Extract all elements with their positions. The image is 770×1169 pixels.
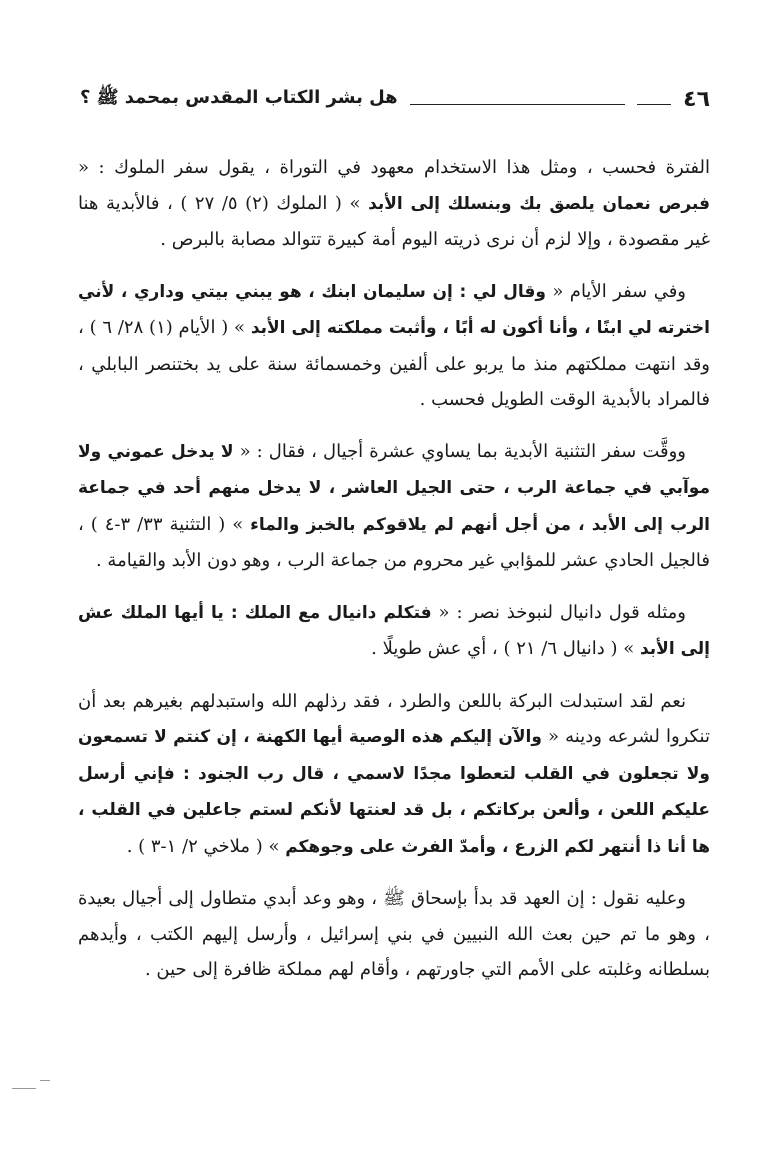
paragraph-text: نعم لقد استبدلت البركة باللعن والطرد ، فقد رذلهم الله واستبدلهم بغيرهم بعد أن تنكروا لشرعه ودينه « xyxy=(78,690,710,747)
page-number: ٤٦ xyxy=(683,86,710,112)
paragraph-text: » ( التثنية ٣٣/ ٣-٤ ) ، فالجيل الحادي عشر للمؤابي غير محروم من جماعة الرب ، وهو دون الأبد والقيامة . xyxy=(78,513,710,571)
paragraph-text: ومثله قول دانيال لنبوخذ نصر : « xyxy=(431,601,687,623)
paragraph-text: ووقَّت سفر التثنية الأبدية بما يساوي عشرة أجيال ، فقال : « xyxy=(233,440,686,462)
paragraph-text: » ( الملوك (٢) ٥/ ٢٧ ) ، فالأبدية هنا غير مقصودة ، وإلا لزم أن نرى ذريته اليوم أمة كبيرة تتوالد مصابة بالبرص . xyxy=(78,192,710,250)
header-rule-short xyxy=(637,104,671,105)
paragraph xyxy=(78,434,710,579)
quoted-scripture: والآن إليكم هذه الوصية أيها الكهنة ، إن كنتم لا تسمعون ولا تجعلون في القلب لتعطوا مجدًا لاسمي ، قال رب الجنود : فإني أرسل عليكم اللعن ، وألعن بركاتكم ، بل قد لعنتها لأنكم لستم جاعلين في القلب ، ها أنا ذا أنتهر لكم الزرع ، وأمدّ الفرث على وجوهكم xyxy=(78,727,710,857)
paragraph xyxy=(78,595,710,668)
quoted-scripture: فتكلم دانيال مع الملك : يا أيها الملك عش إلى الأبد xyxy=(78,602,710,659)
scan-mark xyxy=(40,1080,50,1081)
paragraph-text: » ( ملاخي ٢/ ١-٣ ) . xyxy=(126,835,286,857)
paragraph xyxy=(78,274,710,418)
page-header xyxy=(80,84,710,114)
page-body xyxy=(78,150,710,1004)
scan-mark xyxy=(12,1088,36,1089)
paragraph xyxy=(78,881,710,988)
running-title: هل بشر الكتاب المقدس بمحمد ﷺ ؟ xyxy=(80,87,398,108)
paragraph-text: » ( دانيال ٦/ ٢١ ) ، أي عش طويلًا . xyxy=(371,638,640,659)
paragraph-text: وفي سفر الأيام « xyxy=(545,280,686,302)
paragraph-text: » ( الأيام (١) ٢٨/ ٦ ) ، وقد انتهت مملكتهم منذ ما يربو على ألفين وخمسمائة سنة على يد بختنصر البابلي ، فالمراد بالأبدية الوقت الطويل فحسب . xyxy=(78,317,710,410)
header-rule-long xyxy=(410,104,625,105)
paragraph-text: وعليه نقول : إن العهد قد بدأ بإسحاق ﷺ ، وهو وعد أبدي متطاول إلى أجيال بعيدة ، وهو ما تم حين بعث الله النبيين في بني إسرائيل ، وأرسل إليهم الكتب ، وأيدهم بسلطانه وغلبته على الأمم التي جاورتهم ، وأقام لهم مملكة ظافرة إلى حين . xyxy=(78,888,710,980)
quoted-scripture: لا يدخل عموني ولا موآبي في جماعة الرب ، حتى الجيل العاشر ، لا يدخل منهم أحد في جماعة الرب إلى الأبد ، من أجل أنهم لم يلاقوكم بالخبز والماء xyxy=(78,441,710,535)
quoted-scripture: فبرص نعمان يلصق بك وبنسلك إلى الأبد xyxy=(368,193,710,214)
paragraph xyxy=(78,150,710,258)
paragraph-text: الفترة فحسب ، ومثل هذا الاستخدام معهود في التوراة ، يقول سفر الملوك : « xyxy=(78,157,710,178)
paragraph xyxy=(78,684,710,866)
quoted-scripture: وقال لي : إن سليمان ابنك ، هو يبني بيتي وداري ، لأني اخترته لي ابنًا ، وأنا أكون له أبًا ، وأثبت مملكته إلى الأبد xyxy=(78,281,710,338)
